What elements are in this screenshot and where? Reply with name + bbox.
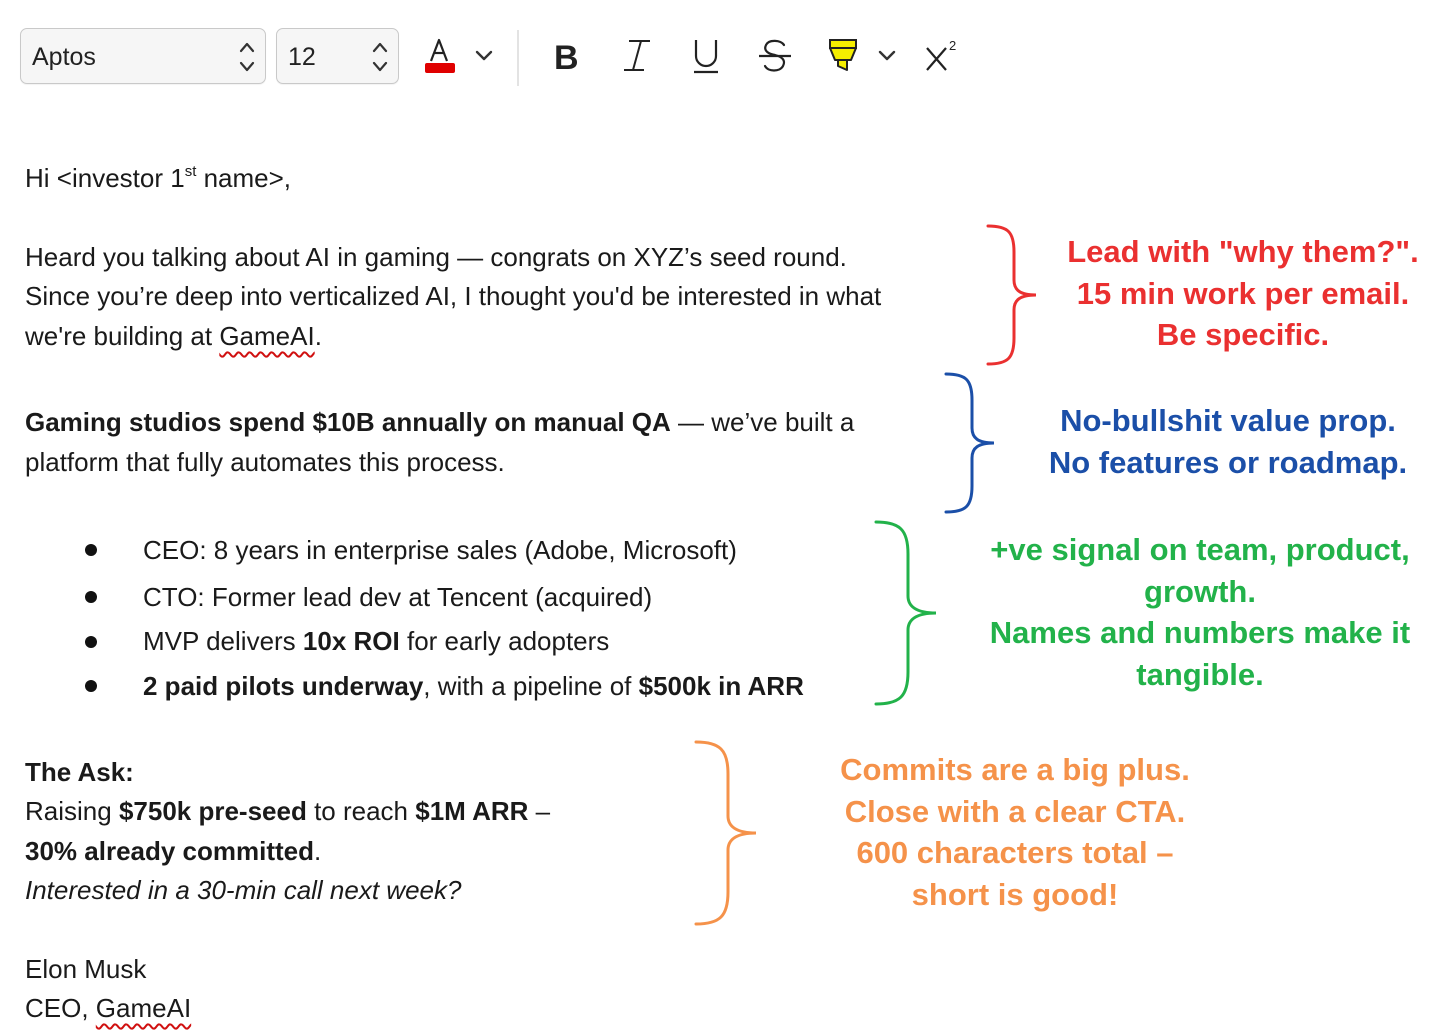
greeting-text: Hi <investor 1 — [25, 163, 185, 193]
strikethrough-icon[interactable] — [755, 36, 795, 76]
annotation-green — [970, 529, 1430, 695]
bullet-dot — [85, 680, 97, 692]
font-name-select[interactable] — [20, 28, 266, 84]
greeting-text-end: name>, — [196, 163, 292, 193]
greeting — [25, 162, 291, 194]
bullet-item — [143, 625, 609, 657]
bullet-text: , with a pipeline of — [423, 671, 639, 701]
bullet-dot — [85, 544, 97, 556]
chevron-down-icon[interactable] — [877, 48, 897, 64]
chevron-down-icon[interactable] — [474, 48, 494, 64]
italic-icon[interactable] — [618, 36, 658, 76]
annotation-line: growth. — [1144, 573, 1256, 609]
bullet-bold: $500k in ARR — [638, 671, 804, 701]
ask-bold: 30% already committed — [25, 836, 315, 866]
annotation-line: +ve signal on team, product, — [990, 532, 1410, 567]
ask-line-2 — [25, 835, 321, 867]
bullet-bold: 10x ROI — [302, 626, 400, 656]
svg-text:B: B — [554, 39, 579, 76]
annotation-blue — [1020, 400, 1436, 483]
font-name-value: Aptos — [32, 43, 96, 71]
underline-icon[interactable] — [686, 36, 726, 76]
font-size-select[interactable] — [276, 28, 399, 84]
intro-line-3-text: we're building at — [25, 321, 220, 351]
ordinal-suffix: st — [184, 163, 197, 180]
annotation-line: 600 characters total – — [856, 835, 1174, 870]
annotation-line: No features or roadmap. — [1048, 444, 1408, 480]
font-size-value: 12 — [288, 43, 316, 71]
bullet-item: CTO: Former lead dev at Tencent (acquired) — [143, 582, 653, 612]
bullet-text: for early adopters — [399, 626, 610, 656]
ask-bold: $750k pre-seed — [118, 796, 307, 826]
value-prop-bold: Gaming studios spend $10B annually on manual QA — [25, 407, 671, 437]
value-prop-line-2: platform that fully automates this process. — [25, 447, 505, 477]
ask-bold: $1M ARR — [415, 796, 529, 826]
bullet-item — [143, 670, 804, 702]
annotation-red — [1040, 231, 1446, 356]
green-curly-brace — [872, 518, 944, 708]
spellcheck-word[interactable]: GameAI — [219, 321, 315, 351]
value-prop-rest: — we’ve built a — [670, 407, 855, 437]
ask-text: to reach — [306, 796, 416, 826]
annotation-line: 15 min work per email. — [1076, 275, 1410, 311]
annotation-orange — [800, 749, 1230, 915]
blue-curly-brace — [942, 370, 1002, 516]
red-curly-brace — [984, 222, 1044, 368]
bullet-bold: 2 paid pilots underway — [143, 671, 424, 701]
annotation-line: Commits are a big plus. — [840, 752, 1190, 787]
annotation-line: tangible. — [1136, 656, 1264, 692]
annotation-line: short is good! — [911, 876, 1119, 912]
bullet-text: MVP delivers — [143, 626, 303, 656]
toolbar-divider — [517, 30, 519, 86]
intro-line-3-end: . — [314, 321, 322, 351]
annotation-line: Lead with "why them?". — [1067, 234, 1419, 269]
ask-text: Raising — [25, 796, 119, 826]
up-down-chevron-icon — [237, 38, 257, 76]
signature-name: Elon Musk — [25, 954, 147, 984]
bullet-dot — [85, 636, 97, 648]
intro-line-1: Heard you talking about AI in gaming — congrats on XYZ’s seed round. — [25, 242, 847, 272]
signature-title — [25, 992, 191, 1024]
bullet-item: CEO: 8 years in enterprise sales (Adobe, Microsoft) — [143, 535, 737, 565]
intro-line-3 — [25, 320, 322, 352]
signature-title-text: CEO, — [25, 993, 96, 1023]
superscript-icon[interactable] — [922, 36, 962, 76]
highlighter-icon[interactable] — [825, 36, 865, 76]
font-color-icon[interactable] — [420, 36, 460, 76]
annotation-line: No-bullshit value prop. — [1060, 403, 1396, 438]
orange-curly-brace — [692, 738, 764, 928]
ask-text: – — [528, 796, 551, 826]
annotation-line: Close with a clear CTA. — [844, 793, 1186, 829]
ask-text: . — [314, 836, 322, 866]
intro-line-2: Since you’re deep into verticalized AI, I thought you'd be interested in what — [25, 281, 882, 311]
spellcheck-word[interactable]: GameAI — [95, 993, 192, 1023]
annotation-line: Be specific. — [1156, 317, 1330, 352]
svg-text:2: 2 — [949, 38, 957, 53]
bold-icon[interactable] — [548, 36, 588, 76]
ask-title: The Ask: — [25, 757, 134, 787]
bullet-dot — [85, 591, 97, 603]
ask-line-1 — [25, 795, 550, 827]
ask-line-3: Interested in a 30-min call next week? — [25, 875, 462, 905]
value-prop-line-1 — [25, 406, 854, 438]
up-down-chevron-icon — [370, 38, 390, 76]
annotation-line: Names and numbers make it — [989, 615, 1411, 650]
